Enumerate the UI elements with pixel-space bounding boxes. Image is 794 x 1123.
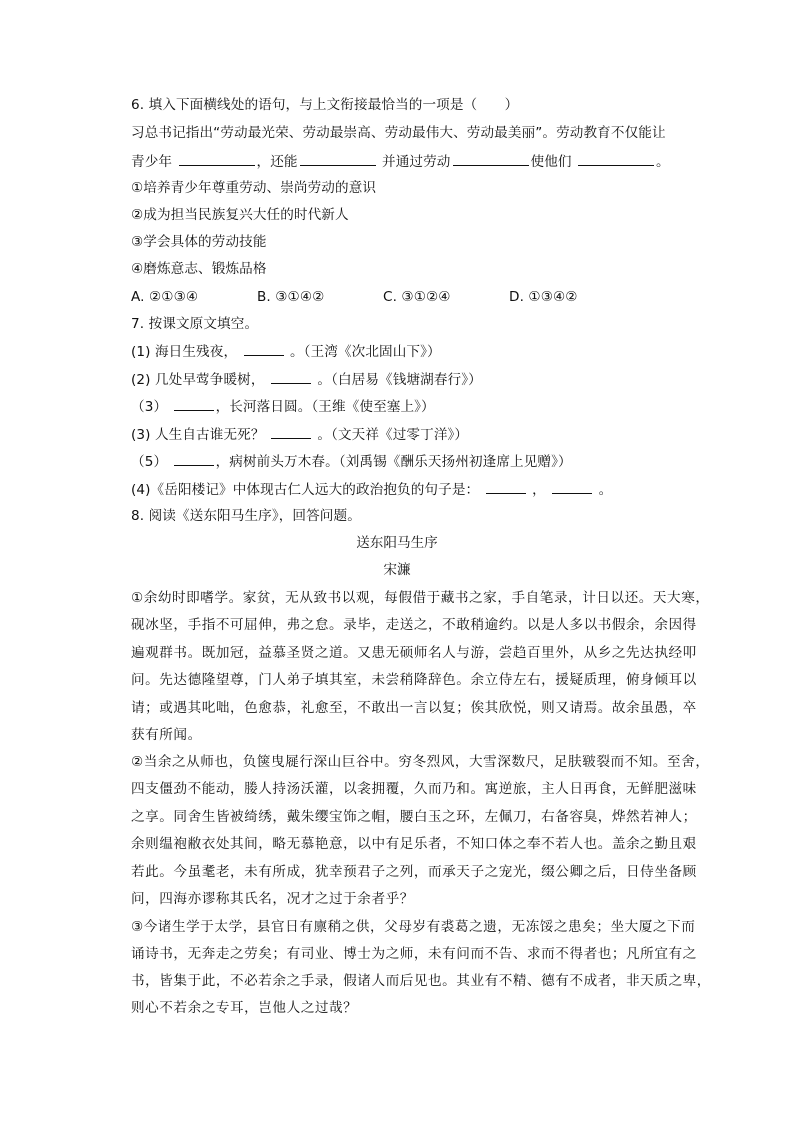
q6-blank-3 (453, 151, 529, 166)
q7-line-5-post: ，病树前头万木春。（刘禹锡《酬乐天扬州初逢席上见赠》） (215, 454, 572, 470)
q6-option-c[interactable]: C. ③①②④ (383, 289, 451, 305)
q6-blank-2 (300, 151, 376, 166)
q7-line-3 (131, 396, 435, 417)
q6-text-part-e: 。 (656, 154, 670, 170)
q6-item-1: ①培养青少年尊重劳动、崇尚劳动的意识 (131, 180, 377, 196)
q6-blank-4 (578, 151, 654, 166)
q6-text-part-b: ，还能 (256, 154, 298, 170)
passage-line: 诵诗书，无奔走之劳矣；有司业、博士为之师，未有问而不告、求而不得者也；凡所宜有之 (131, 946, 697, 962)
q7-line-4 (131, 424, 468, 445)
q6-option-a[interactable]: A. ②①③④ (131, 289, 199, 305)
q7-line-5 (131, 451, 572, 472)
q6-item-4: ④磨炼意志、锻炼品格 (131, 261, 267, 277)
q6-text-part-c: 并通过劳动 (377, 154, 451, 170)
q7-stem: 7. 按课文原文填空。 (131, 316, 259, 332)
q7-line-6-blank-2 (552, 479, 592, 494)
passage-title: 送东阳马生序 (356, 535, 438, 551)
passage-line: ②当余之从师也，负箧曳屣行深山巨谷中。穷冬烈风，大雪深数尺，足肤皲裂而不知。至舍， (131, 754, 710, 770)
q7-line-1-blank (244, 341, 284, 356)
passage-line: 四支僵劲不能动，媵人持汤沃灌，以衾拥覆，久而乃和。寓逆旅，主人日再食，无鲜肥滋味 (131, 781, 697, 797)
q6-blank-1 (179, 151, 255, 166)
q7-line-1 (131, 341, 441, 362)
q7-line-6-mid: ， (532, 482, 546, 498)
q7-line-4-blank (271, 424, 311, 439)
q7-line-3-post: ，长河落日圆。（王维《使至塞上》） (215, 399, 435, 415)
q6-text-part-a: 青少年 (131, 154, 177, 170)
passage-line: 问。先达德隆望尊，门人弟子填其室，未尝稍降辞色。余立侍左右，援疑质理，俯身倾耳以 (131, 672, 697, 688)
q7-line-5-pre: （5） (131, 454, 168, 470)
passage-line: 问，四海亦谬称其氏名，况才之过于余者乎？ (131, 891, 414, 907)
q6-item-2: ②成为担当民族复兴大任的时代新人 (131, 207, 349, 223)
passage-line: 若此。今虽耄老，未有所成，犹幸预君子之列，而承天子之宠光，缀公卿之后，日侍坐备顾 (131, 864, 697, 880)
q7-line-6-post: 。 (598, 482, 613, 498)
passage-line: 获有所闻。 (131, 727, 202, 743)
q6-stem: 6. 填入下面横线处的语句，与上文衔接最恰当的一项是（ ） (131, 97, 519, 113)
passage-line: ③今诸生学于太学，县官日有廪稍之供，父母岁有裘葛之遗，无冻馁之患矣；坐大厦之下而 (131, 919, 696, 935)
q6-item-3: ③学会具体的劳动技能 (131, 234, 267, 250)
q7-line-1-post: 。（王湾《次北固山下》） (289, 344, 441, 360)
passage-line: 余则缊袍敝衣处其间，略无慕艳意，以中有足乐者，不知口体之奉不若人也。盖余之勤且艰 (131, 836, 697, 852)
passage-line: 之享。同舍生皆被绮绣，戴朱缨宝饰之帽，腰白玉之环，左佩刀，右备容臭，烨然若神人； (131, 809, 697, 825)
q6-option-d[interactable]: D. ①③④② (509, 289, 578, 305)
q7-line-6-blank-1 (486, 479, 526, 494)
passage-line: 请；或遇其叱咄，色愈恭，礼愈至，不敢出一言以复；俟其欣悦，则又请焉。故余虽愚，卒 (131, 700, 697, 716)
q7-line-2-post: 。（白居易《钱塘湖春行》） (317, 372, 482, 388)
q7-line-3-blank (174, 396, 214, 411)
q7-line-1-pre: (1) 海日生残夜， (131, 344, 238, 360)
q7-line-6-pre: (4)《岳阳楼记》中体现古仁人远大的政治抱负的句子是： (131, 482, 480, 498)
q7-line-2-blank (271, 369, 311, 384)
passage-author: 宋濂 (383, 562, 411, 578)
q6-text-part-d: 使他们 (530, 154, 577, 170)
q7-line-5-blank (174, 451, 214, 466)
q6-text-line2 (131, 151, 670, 172)
q7-line-4-pre: (3) 人生自古谁无死？ (131, 427, 265, 443)
passage-line: 书，皆集于此，不必若余之手录，假诸人而后见也。其业有不精、德有不成者，非天质之卑， (131, 973, 711, 989)
q7-line-3-pre: （3） (131, 399, 168, 415)
q8-stem: 8. 阅读《送东阳马生序》，回答问题。 (131, 508, 361, 524)
passage-line: ①余幼时即嗜学。家贫，无从致书以观，每假借于藏书之家，手自笔录，计日以还。天大寒， (131, 590, 710, 606)
passage-line: 遍观群书。既加冠，益慕圣贤之道。又患无硕师名人与游，尝趋百里外，从乡之先达执经叩 (131, 645, 697, 661)
q6-option-b[interactable]: B. ③①④② (257, 289, 325, 305)
q7-line-2 (131, 369, 482, 390)
q6-text-line1: 习总书记指出“劳动最光荣、劳动最崇高、劳动最伟大、劳动最美丽”。劳动教育不仅能让 (131, 125, 666, 141)
q7-line-4-post: 。（文天祥《过零丁洋》） (317, 427, 469, 443)
q7-line-6 (131, 479, 612, 500)
passage-line: 砚冰坚，手指不可屈伸，弗之怠。录毕，走送之，不敢稍逾约。以是人多以书假余，余因得 (131, 617, 697, 633)
passage-line: 则心不若余之专耳，岂他人之过哉？ (131, 1000, 358, 1016)
q7-line-2-pre: (2) 几处早莺争暖树， (131, 372, 265, 388)
